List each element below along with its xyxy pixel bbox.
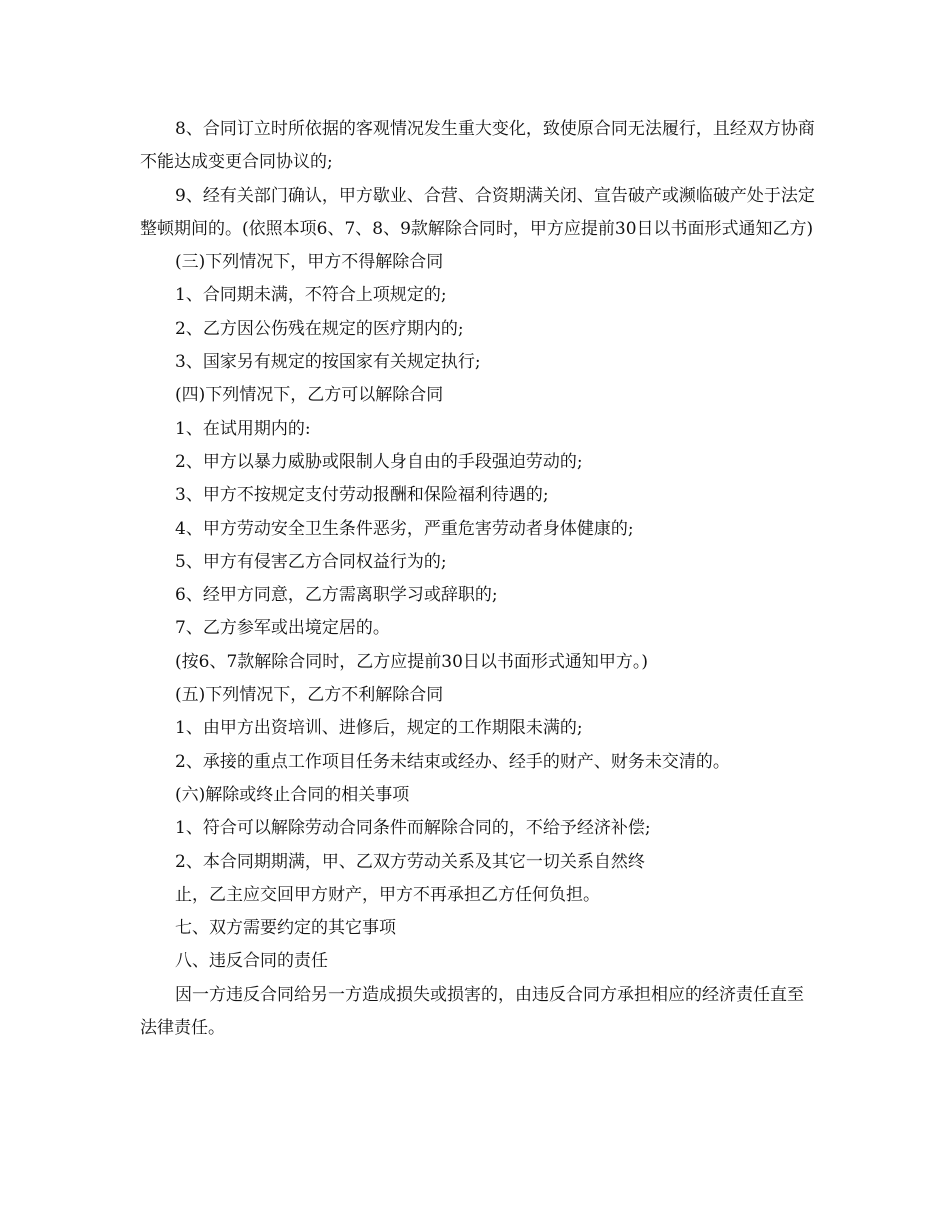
list-item: 6、经甲方同意，乙方需离职学习或辞职的; [175, 585, 498, 606]
liability-clause: 因一方违反合同给另一方造成损失或损害的，由违反合同方承担相应的经济责任直至法律责任。 [140, 984, 804, 1039]
list-item: 4、甲方劳动安全卫生条件恶劣，严重危害劳动者身体健康的; [175, 518, 634, 539]
list-item: 7、乙方参军或出境定居的。 [175, 618, 390, 639]
section-six-heading: (六)解除或终止合同的相关事项 [175, 784, 410, 805]
list-item: 2、本合同期期满，甲、乙双方劳动关系及其它一切关系自然终 [175, 851, 645, 872]
list-item: 3、甲方不按规定支付劳动报酬和保险福利待遇的; [175, 485, 549, 506]
section-four-heading: (四)下列情况下，乙方可以解除合同 [175, 385, 444, 406]
article-seven-heading: 七、双方需要约定的其它事项 [175, 918, 396, 939]
section-five-heading: (五)下列情况下，乙方不利解除合同 [175, 685, 444, 706]
list-item: 2、承接的重点工作项目任务未结束或经办、经手的财产、财务未交清的。 [175, 751, 730, 772]
list-item: 2、乙方因公伤残在规定的医疗期内的; [175, 318, 464, 339]
list-item: 5、甲方有侵害乙方合同权益行为的; [175, 551, 447, 572]
list-item: 3、国家另有规定的按国家有关规定执行; [175, 352, 481, 373]
document-body [140, 113, 815, 1045]
notice-note: (按6、7款解除合同时，乙方应提前30日以书面形式通知甲方。) [175, 651, 649, 672]
list-item-continuation: 止，乙主应交回甲方财产，甲方不再承担乙方任何负担。 [175, 884, 600, 905]
list-item: 1、符合可以解除劳动合同条件而解除合同的，不给予经济补偿; [175, 818, 651, 839]
list-item: 1、由甲方出资培训、进修后，规定的工作期限未满的; [175, 718, 583, 739]
section-three-heading: (三)下列情况下，甲方不得解除合同 [175, 252, 444, 273]
list-item: 1、合同期未满，不符合上项规定的; [175, 285, 447, 306]
article-eight-heading: 八、违反合同的责任 [175, 951, 328, 972]
list-item: 1、在试用期内的: [175, 418, 311, 439]
list-item: 2、甲方以暴力威胁或限制人身自由的手段强迫劳动的; [175, 451, 583, 472]
clause-8: 8、合同订立时所依据的客观情况发生重大变化，致使原合同无法履行，且经双方协商不能达成变更合同协议的; [140, 119, 815, 173]
clause-9: 9、经有关部门确认，甲方歇业、合营、合资期满关闭、宣告破产或濒临破产处于法定整顿期间的。(依照本项6、7、8、9款解除合同时，甲方应提前30日以书面形式通知乙方) [140, 185, 815, 239]
